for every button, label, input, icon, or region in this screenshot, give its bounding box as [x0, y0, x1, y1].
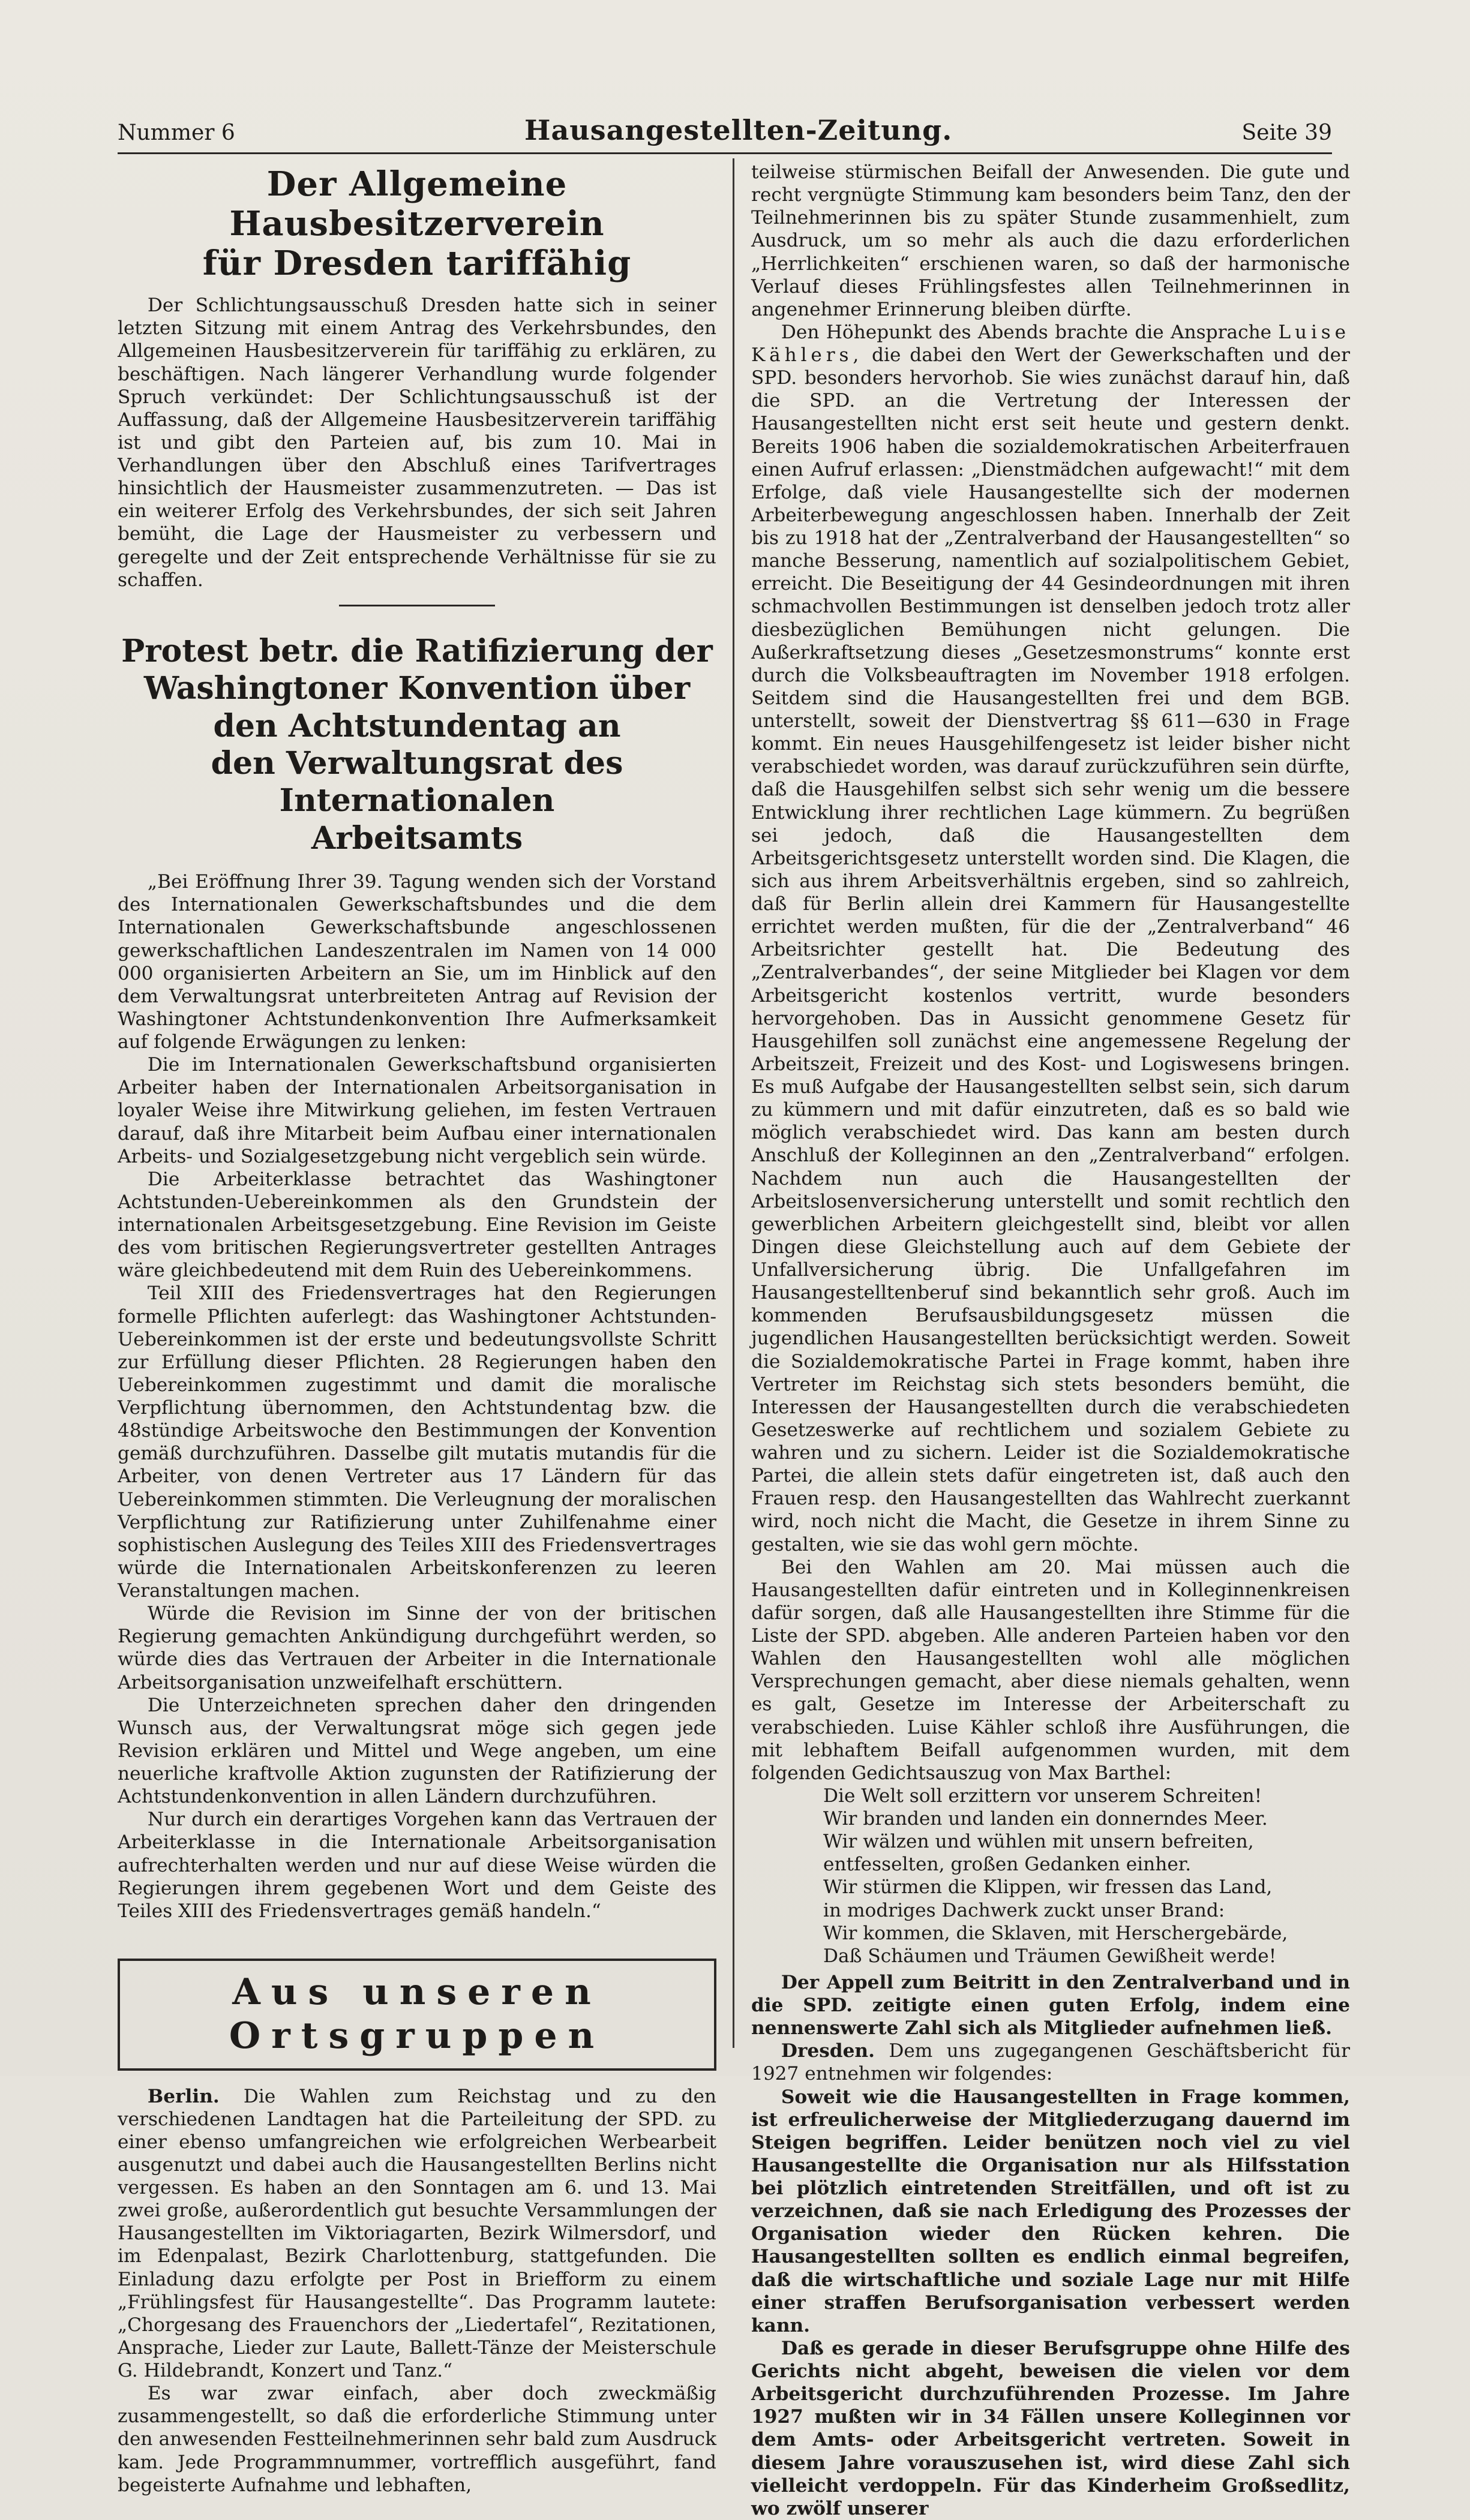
article2-paragraph: Die Arbeiterklasse betrachtet das Washingtoner Achtstunden-Uebereinkommen als den Grundstein der internationalen Arbeitsgesetzgebung. Eine Revision im Geiste des vom britischen Regierungsvertreter gestellten Antrages wäre gleichbedeutend mit dem Ruin des Uebereinkommens. [118, 1168, 716, 1282]
article2-paragraph: „Bei Eröffnung Ihrer 39. Tagung wenden sich der Vorstand des Internationalen Gewerkschaftsbundes und die dem Internationalen Gewerkschaftsbunde angeschlossenen gewerkschaftlichen Landeszentralen im Namen von 14 000 000 organisierten Arbeitern an Sie, um im Hinblick auf den dem Verwaltungsrat unterbreiteten Antrag auf Revision der Washingtoner Achtstundenkonvention Ihre Aufmerksamkeit auf folgende Erwägungen zu lenken: [118, 871, 716, 1053]
issue-number: Nummer 6 [118, 121, 235, 145]
speech-paragraph [751, 321, 1350, 1556]
column-divider [733, 158, 734, 2048]
dresden-paragraph-2: Soweit wie die Hausangestellten in Frage kommen, ist erfreulicherweise der Mitgliederzugang dauernd im Steigen begriffen. Leider benützen noch viel zu viel Hausangestellte die Organisation nur als Hilfsstation bei plötzlich eintretenden Streitfällen, und oft ist zu verzeichnen, daß sie nach Erledigung des Prozesses der Organisation wieder den Rücken kehren. Die Hausangestellten sollten es endlich einmal begreifen, daß die wirtschaftliche und soziale Lage nur mit Hilfe einer straffen Berufsorganisation verbessert werden kann. [751, 2086, 1350, 2336]
poem-line: Die Welt soll erzittern vor unserem Schreiten! [823, 1785, 1262, 1807]
article2-paragraph: Teil XIII des Friedensvertrages hat den Regierungen formelle Pflichten auferlegt: das Washingtoner Achtstunden-Uebereinkommen ist der erste und bedeutungsvollste Schritt zur Erfüllung dieser Pflichten. 28 Regierungen haben den Uebereinkommen zugestimmt und damit die moralische Verpflichtung übernommen, den Achtstundentag bzw. die 48stündige Arbeitswoche den Bestimmungen der Konvention gemäß durchzuführen. Dasselbe gilt mutatis mutandis für die Arbeiter, von denen Vertreter aus 17 Ländern für das Uebereinkommen stimmten. Die Verleugnung der moralischen Verpflichtung zur Ratifizierung unter Zuhilfenahme einer sophistischen Auslegung des Teiles XIII des Friedensvertrages würde die Internationalen Arbeitskonferenzen zu leeren Veranstaltungen machen. [118, 1282, 716, 1602]
header-rule [118, 152, 1332, 154]
right-paragraph: teilweise stürmischen Beifall der Anwesenden. Die gute und recht vergnügte Stimmung kam besonders beim Tanz, den der Teilnehmerinnen bis zu später Stunde zusammenhielt, zum Ausdruck, um so mehr als auch die dazu erforderlichen „Herrlichkeiten“ erschienen waren, so daß der harmonische Verlauf dieses Frühlingsfestes allen Teilnehmerinnen in angenehmer Erinnerung bleiben dürfte. [751, 161, 1350, 320]
poem-line: Wir branden und landen ein donnerndes Meer. [823, 1808, 1268, 1830]
left-column [118, 161, 716, 2496]
article1-heading [118, 164, 716, 283]
running-head [118, 114, 1332, 146]
page-number: Seite 39 [1241, 121, 1332, 145]
dresden-lead: Dresden. [781, 2040, 875, 2062]
speaker-name: Luise Kählers, [751, 321, 1350, 366]
article1-body: Der Schlichtungsausschuß Dresden hatte sich in seiner letzten Sitzung mit einem Antrag des Verkehrsbundes, den Allgemeinen Hausbesitzerverein für tariffähig zu erklären, zu beschäftigen. Nach längerer Verhandlung wurde folgender Spruch verkündet: Der Schlichtungsausschuß ist der Auffassung, daß der Allgemeine Hausbesitzerverein tariffähig ist und gibt den Parteien auf, bis zum 10. Mai in Verhandlungen über den Abschluß eines Tarifvertrages hinsichtlich der Hausmeister zusammenzutreten. — Das ist ein weiterer Erfolg des Verkehrsbundes, der sich seit Jahren bemüht, die Lage der Hausmeister zu verbessern und geregelte und der Zeit entsprechende Verhältnisse für sie zu schaffen. [118, 295, 716, 591]
dresden-text: Dem uns zugegangenen Geschäftsbericht für 1927 entnehmen wir folgendes: [751, 2040, 1351, 2085]
article2-heading-line1: Protest betr. die Ratifizierung der Washingtoner Konvention über den Achtstundentag an [121, 632, 713, 744]
right-column [751, 161, 1351, 2519]
dresden-paragraph [751, 2040, 1350, 2085]
berlin-paragraph-2: Es war zwar einfach, aber doch zweckmäßig zusammengestellt, so daß die erforderliche Stimmung unter den anwesenden Festteilnehmerinnen sehr bald zum Ausdruck kam. Jede Programmnummer, vortrefflich ausgeführt, fand begeisterte Aufnahme und lebhaften, [118, 2383, 716, 2496]
article2-paragraph: Die Unterzeichneten sprechen daher den dringenden Wunsch aus, der Verwaltungsrat möge sich gegen jede Revision erklären und Mittel und Wege angeben, um eine neuerliche kraftvolle Aktion zugunsten der Ratifizierung der Achtstundenkonvention in allen Ländern durchzuführen. [118, 1694, 716, 1808]
article2-heading-line2: den Verwaltungsrat des Internationalen [211, 745, 623, 819]
poem [823, 1785, 1350, 1968]
berlin-paragraph [118, 2085, 716, 2383]
article2-heading [118, 633, 716, 857]
poem-line: Daß Schäumen und Träumen Gewißheit werde! [823, 1945, 1277, 1967]
section-heading: Aus unseren Ortsgruppen [229, 1971, 605, 2058]
poem-line: Wir wälzen und wühlen mit unsern befreiten, [823, 1831, 1254, 1853]
article2-paragraph: Würde die Revision im Sinne der von der britischen Regierung gemachten Ankündigung durchgeführt werden, so würde dies das Vertrauen der Arbeiter in die Internationale Arbeitsorganisation unzweifelhaft erschüttern. [118, 1603, 716, 1693]
article1-heading-line2: für Dresden tariffähig [202, 244, 632, 284]
section-heading-box [118, 1959, 716, 2071]
article-divider [339, 605, 495, 606]
berlin-text: Die Wahlen zum Reichstag und zu den verschiedenen Landtagen hat die Parteileitung der SPD. zu einer ebenso umfangreichen wie erfolgreichen Werbearbeit ausgenutzt und dabei auch die Hausangestellten Berlins nicht vergessen. Es haben an den Sonntagen am 6. und 13. Mai zwei große, außerordentlich gut besuchte Versammlungen der Hausangestellten im Viktoriagarten, Bezirk Wilmersdorf, und im Edenpalast, Bezirk Charlottenburg, stattgefunden. Die Einladung dazu erfolgte per Post in Briefform zu einem „Frühlingsfest für Hausangestellte“. Das Programm lautete: „Chorgesang des Frauenchors der „Liedertafel“, Rezitationen, Ansprache, Lieder zur Laute, Ballett-Tänze der Meisterschule G. Hildebrandt, Konzert und Tanz.“ [118, 2085, 716, 2382]
dresden-paragraph-3: Daß es gerade in dieser Berufsgruppe ohne Hilfe des Gerichts nicht abgeht, beweisen die vielen vor dem Arbeitsgericht durchzuführenden Prozesse. Im Jahre 1927 mußten wir in 34 Fällen unsere Kolleginnen vor dem Amts- oder Arbeitsgericht vertreten. Soweit in diesem Jahre vorauszusehen ist, wird diese Zahl sich vielleicht verdoppeln. Für das Kinderheim Großsedlitz, wo zwölf unserer [751, 2337, 1350, 2519]
berlin-lead: Berlin. [147, 2085, 220, 2107]
speech-intro: Den Höhepunkt des Abends brachte die Ansprache [781, 321, 1272, 343]
speech-text: die dabei den Wert der Gewerkschaften und der SPD. besonders hervorhob. Sie wies zunächst darauf hin, daß die SPD. an die Vertretung der Interessen der Hausangestellten nicht erst seit heute und gestern denkt. Bereits 1906 haben die sozialdemokratischen Arbeiterfrauen einen Aufruf erlassen: „Dienstmädchen aufgewacht!“ mit dem Erfolge, daß viele Hausangestellte sich der modernen Arbeiterbewegung angeschlossen haben. Innerhalb der Zeit bis zu 1918 hat der „Zentralverband der Hausangestellten“ so manche Besserung, namentlich auf sozialpolitischem Gebiet, erreicht. Die Beseitigung der 44 Gesindeordnungen mit ihren schmachvollen Bestimmungen ist denselben jedoch trotz aller diesbezüglichen Bemühungen nicht gelungen. Die Außerkraftsetzung dieses „Gesetzesmonstrums“ konnte erst durch die Volksbeauftragten im November 1918 erfolgen. Seitdem sind die Hausangestellten frei und dem BGB. unterstellt, soweit der Dienstvertrag §§ 611—630 in Frage kommt. Ein neues Hausgehilfengesetz ist leider bisher nicht verabschiedet worden, was darauf zurückzuführen sein dürfte, daß die Hausgehilfen selbst sich sehr wenig um die bessere Entwicklung ihrer rechtlichen Lage kümmern. Zu begrüßen sei jedoch, daß die Hausangestellten dem Arbeitsgerichtsgesetz unterstellt worden sind. Die Klagen, die sich aus ihrem Arbeitsverhältnis ergeben, sind so zahlreich, daß für Berlin allein drei Kammern für Hausangestellte errichtet werden mußten, für die der „Zentralverband“ 46 Arbeitsrichter gestellt hat. Die Bedeutung des „Zentralverbandes“, der seine Mitglieder bei Klagen vor dem Arbeitsgericht kostenlos vertritt, wurde besonders hervorgehoben. Das in Aussicht genommene Gesetz für Hausgehilfen soll zunächst eine angemessene Regelung der Arbeitszeit, Freizeit und des Kost- und Logiswesens bringen. Es muß Aufgabe der Hausangestellten selbst sein, sich darum zu kümmern und mit dafür einzutreten, daß es so bald wie möglich verabschiedet wird. Das kann am besten durch Anschluß der Kolleginnen an den „Zentralverband“ erfolgen. Nachdem nun auch die Hausangestellten der Arbeitslosenversicherung unterstellt und somit rechtlich den gewerblichen Arbeitern gleichgestellt sind, bleibt vor allen Dingen diese Gleichstellung auch auf dem Gebiete der Unfallversicherung übrig. Die Unfallgefahren im Hausangestelltenberuf sind bekanntlich sehr groß. Auch im kommenden Berufsausbildungsgesetz müssen die jugendlichen Hausangestellten berücksichtigt werden. Soweit die Sozialdemokratische Partei in Frage kommt, haben ihre Vertreter im Reichstag sich stets besonders bemüht, die Interessen der Hausangestellten durch die verabschiedeten Gesetzeswerke auf rechtlichem und sozialem Gebiete zu wahren und zu sichern. Leider ist die Sozialdemokratische Partei, die allein stets dafür eingetreten ist, daß auch den Frauen resp. den Hausangestellten das Wahlrecht zuerkannt wird, noch nicht die Macht, die Gesetze in ihrem Sinne zu gestalten, wie sie das wohl gern möchte. [751, 344, 1350, 1555]
right-paragraph: Bei den Wahlen am 20. Mai müssen auch die Hausangestellten dafür eintreten und in Kolleginnenkreisen dafür sorgen, daß alle Hausangestellten ihre Stimme für die Liste der SPD. abgeben. Alle anderen Parteien haben vor den Wahlen den Hausangestellten wohl alle möglichen Versprechungen gemacht, aber diese niemals gehalten, wenn es galt, Gesetze im Interesse der Arbeiterschaft zu verabschieden. Luise Kähler schloß ihre Ausführungen, die mit lebhaftem Beifall aufgenommen wurden, mit dem folgenden Gedichtsauszug von Max Barthel: [751, 1556, 1350, 1784]
poem-line: Wir stürmen die Klippen, wir fressen das Land, [823, 1876, 1273, 1899]
right-paragraph: Der Appell zum Beitritt in den Zentralverband und in die SPD. zeitigte einen guten Erfolg, indem eine nennenswerte Zahl sich als Mitglieder aufnehmen ließ. [751, 1971, 1350, 2040]
poem-line: in modriges Dachwerk zuckt unser Brand: [823, 1899, 1225, 1921]
article2-heading-line3: Arbeitsamts [311, 819, 523, 857]
poem-line: Wir kommen, die Sklaven, mit Herschergebärde, [823, 1922, 1288, 1944]
newspaper-title: Hausangestellten-Zeitung. [524, 114, 953, 146]
article1-heading-line1: Der Allgemeine Hausbesitzerverein [229, 164, 605, 244]
article2-paragraph: Die im Internationalen Gewerkschaftsbund organisierten Arbeiter haben der Internationalen Arbeitsorganisation in loyaler Weise ihre Mitwirkung geliehen, im festen Vertrauen darauf, daß ihre Mitarbeit beim Aufbau einer internationalen Arbeits- und Sozialgesetzgebung nicht vergeblich sein würde. [118, 1054, 716, 1167]
poem-line: entfesselten, großen Gedanken einher. [823, 1854, 1192, 1876]
article2-paragraph: Nur durch ein derartiges Vorgehen kann das Vertrauen der Arbeiterklasse in die Internationale Arbeitsorganisation aufrechterhalten werden und nur auf diese Weise würden die Regierungen ihrem gegebenen Wort und dem Geiste des Teiles XIII des Friedensvertrages gemäß handeln.“ [118, 1809, 716, 1922]
